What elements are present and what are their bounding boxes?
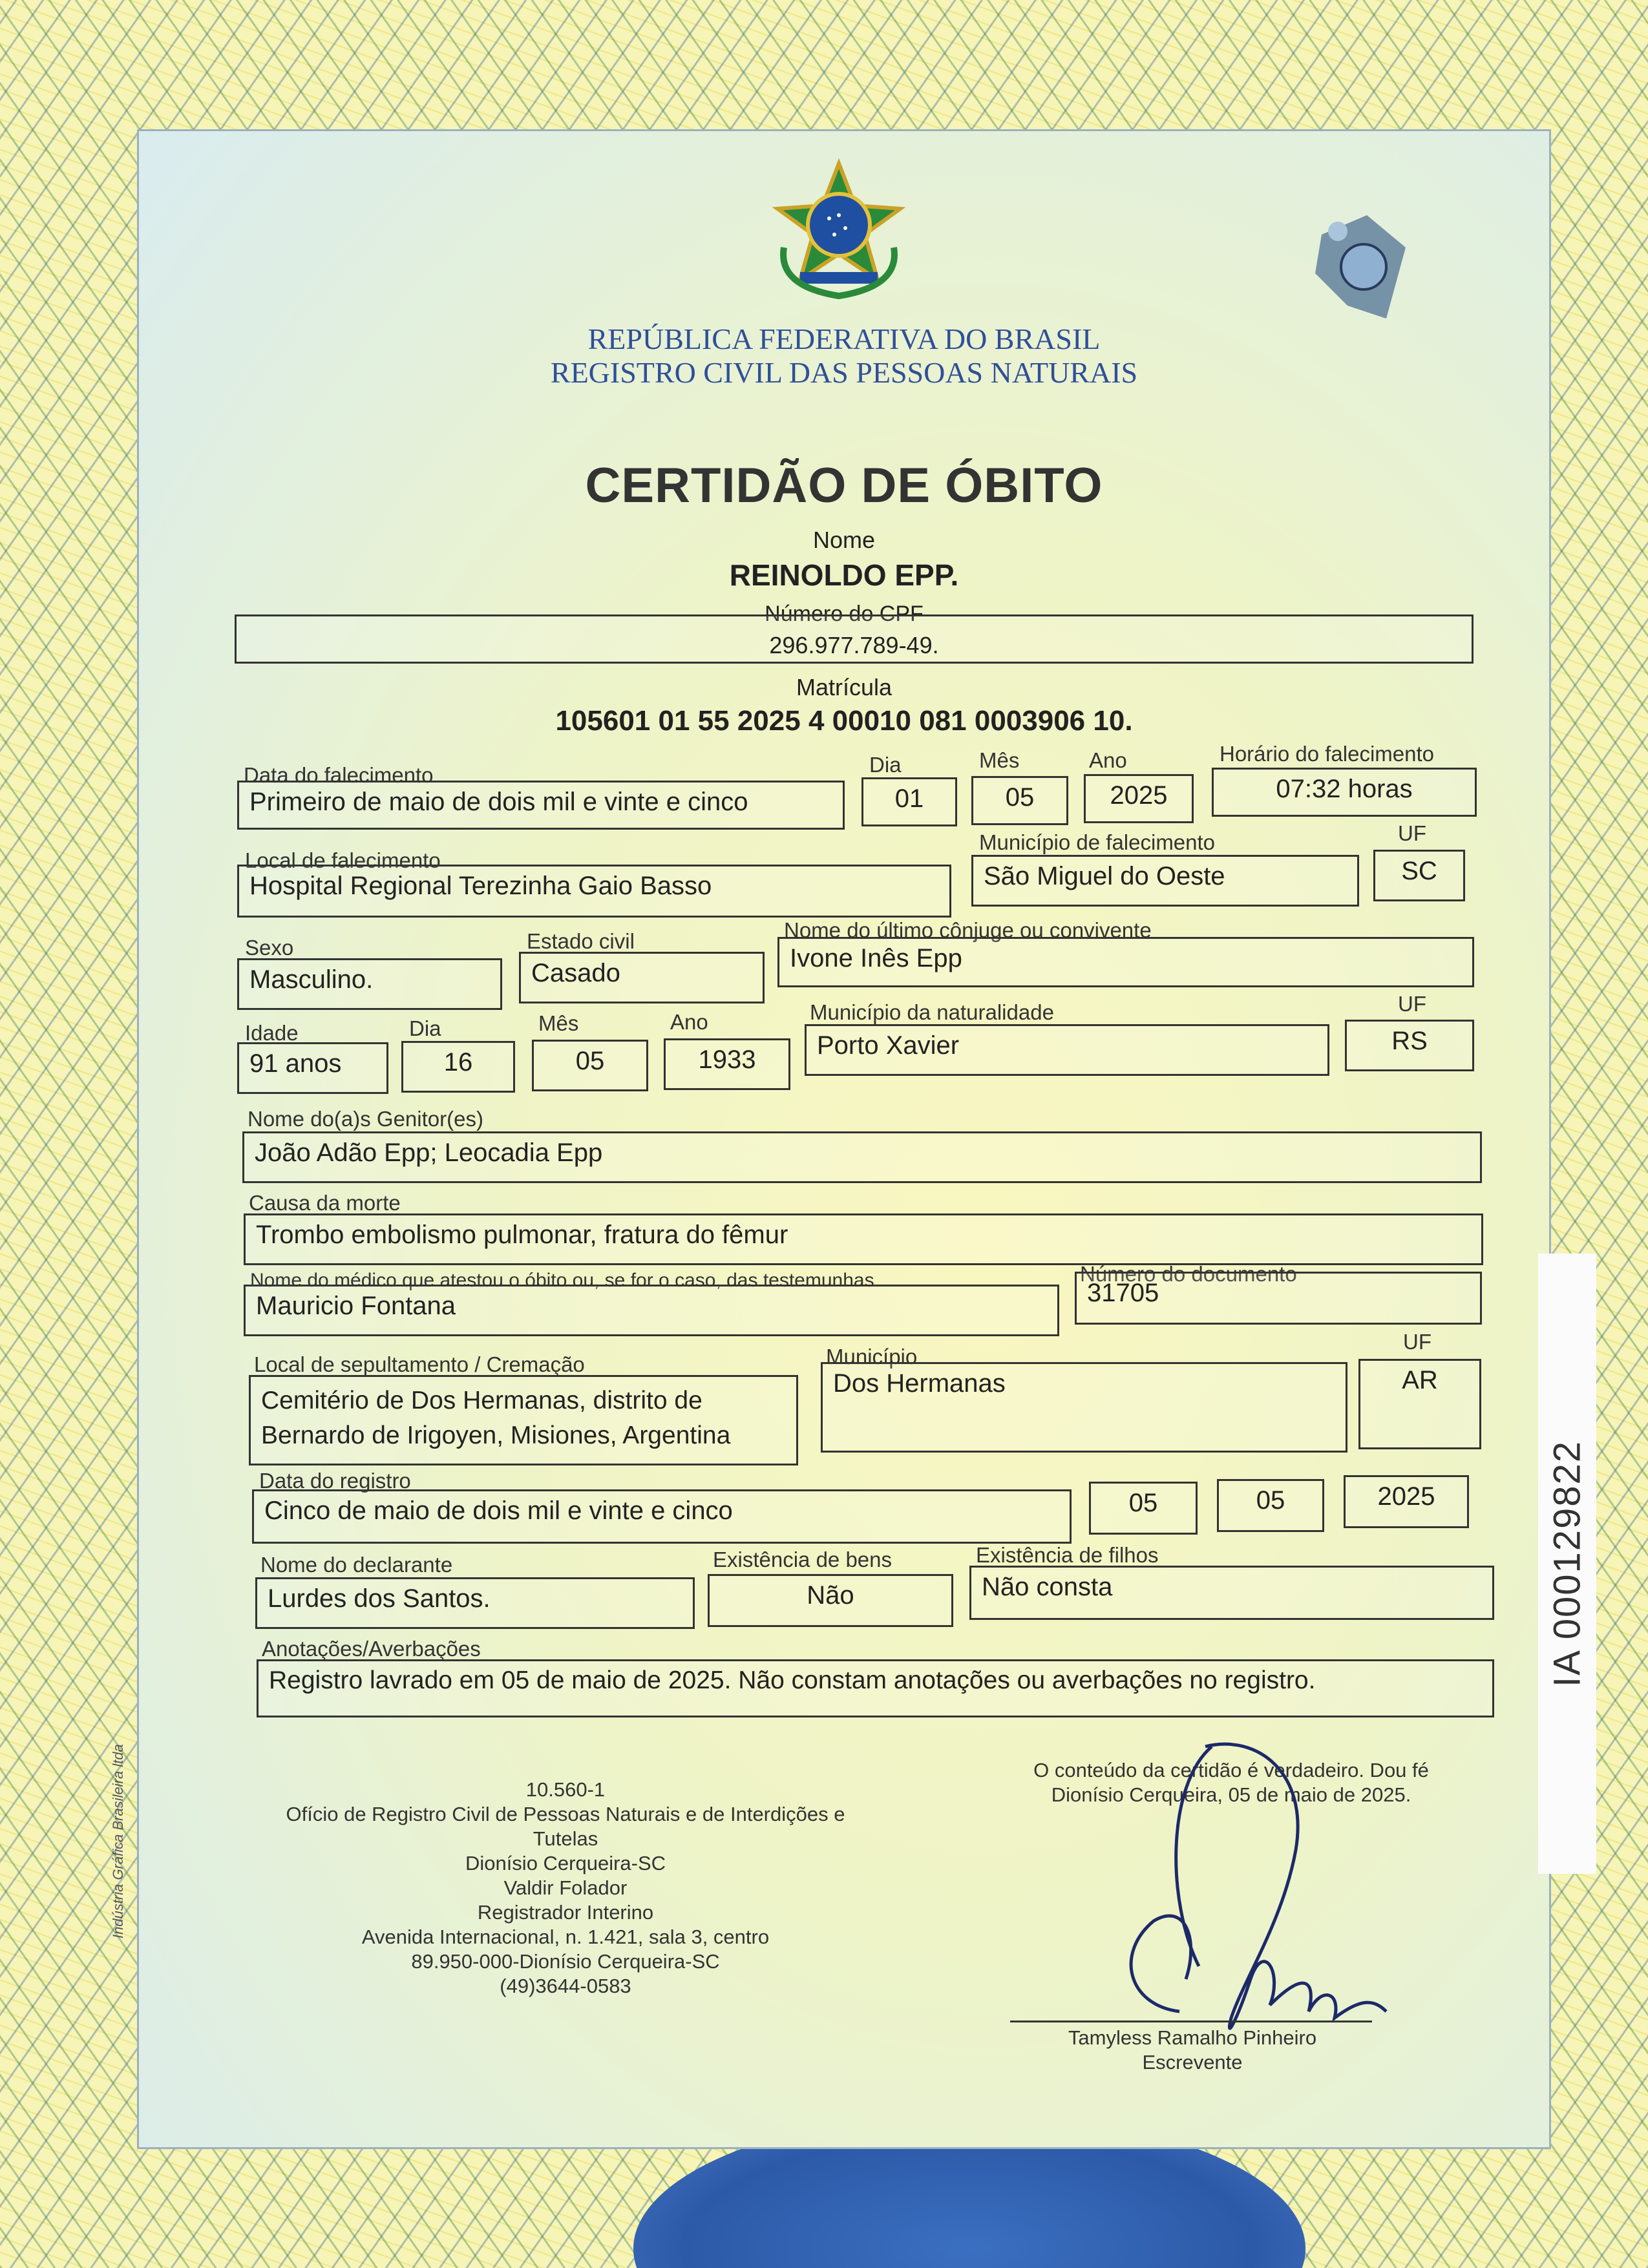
birthplace-label: Município da naturalidade: [810, 1000, 1054, 1024]
registration-month: 05: [1217, 1479, 1324, 1532]
marital-status: Casado: [519, 952, 765, 1003]
age-label: Idade: [245, 1021, 299, 1045]
day-label: Dia: [869, 753, 902, 777]
registration-day: 05: [1089, 1482, 1198, 1535]
cpf-value: 296.977.789-49.: [769, 632, 939, 658]
annotations-label: Anotações/Averbações: [262, 1637, 481, 1661]
death-place-label: Local de falecimento: [245, 848, 441, 872]
burial-municipality: Dos Hermanas: [821, 1362, 1347, 1453]
office-city: Dionísio Cerqueira-SC: [465, 1852, 666, 1874]
birth-day-label: Dia: [409, 1016, 441, 1040]
death-municipality: São Miguel do Oeste: [971, 855, 1359, 907]
age-value: 91 anos: [237, 1042, 388, 1094]
physician-label: Nome do médico que atestou o óbito ou, se for o caso, das testemunhas: [250, 1270, 874, 1291]
burial-uf: AR: [1358, 1359, 1481, 1449]
document-number-label: Número do documento: [1080, 1262, 1297, 1286]
birth-month: 05: [532, 1040, 648, 1091]
spouse-label: Nome do último cônjuge ou convivente: [784, 918, 1152, 942]
cause-of-death: Trombo embolismo pulmonar, fratura do fêmur: [244, 1213, 1483, 1265]
uf-label-3: UF: [1403, 1330, 1431, 1354]
registration-year: 2025: [1344, 1475, 1469, 1528]
death-place: Hospital Regional Terezinha Gaio Basso: [237, 865, 951, 918]
registrar-role: Registrador Interino: [477, 1901, 654, 1924]
birth-uf: RS: [1345, 1020, 1474, 1071]
serial-number: IA 000129822: [1546, 1440, 1589, 1688]
annotations-value: Registro lavrado em 05 de maio de 2025. Não constam anotações ou averbações no registro.: [257, 1659, 1494, 1717]
burial-place: [249, 1375, 798, 1465]
death-date-label: Data do falecimento: [244, 763, 434, 787]
burial-place-line1: Cemitério de Dos Hermanas, distrito de: [261, 1387, 703, 1414]
signer-name: Tamyless Ramalho Pinheiro: [1068, 2026, 1317, 2049]
cpf-label: Número do CPF: [765, 602, 924, 626]
children-label: Existência de filhos: [976, 1543, 1159, 1567]
death-date-text: Primeiro de maio de dois mil e vinte e cinco: [237, 781, 845, 830]
death-time: 07:32 horas: [1212, 768, 1477, 817]
birth-year: 1933: [664, 1038, 790, 1090]
death-day: 01: [861, 777, 957, 826]
document-number: 31705: [1075, 1272, 1482, 1325]
death-month: 05: [971, 776, 1068, 825]
registration-date-label: Data do registro: [259, 1469, 411, 1493]
coat-of-arms-emblem: [765, 157, 913, 306]
signer-block: [1011, 2026, 1373, 2075]
sex-value: Masculino.: [237, 958, 502, 1010]
matricula-label: Matrícula: [796, 674, 893, 700]
office-block: [242, 1778, 889, 1999]
death-year: 2025: [1084, 774, 1194, 823]
physician-name: Mauricio Fontana: [244, 1285, 1059, 1336]
declarant-label: Nome do declarante: [260, 1553, 453, 1577]
office-phone: (49)3644-0583: [500, 1975, 631, 1997]
burial-municipality-label: Município: [826, 1345, 918, 1369]
republic-title: REPÚBLICA FEDERATIVA DO BRASIL: [587, 322, 1101, 355]
office-name-line2: Tutelas: [533, 1827, 598, 1850]
burial-place-label: Local de sepultamento / Cremação: [254, 1352, 585, 1376]
birth-year-label: Ano: [670, 1010, 708, 1034]
death-uf: SC: [1373, 850, 1465, 901]
attestation-line2: Dionísio Cerqueira, 05 de maio de 2025.: [1051, 1783, 1411, 1806]
declarant-name: Lurdes dos Santos.: [255, 1577, 695, 1629]
uf-label-2: UF: [1398, 992, 1426, 1016]
certificate-panel: [137, 129, 1551, 2149]
office-code: 10.560-1: [525, 1778, 606, 1801]
cause-label: Causa da morte: [249, 1191, 401, 1215]
serial-number-strip: [1538, 1254, 1596, 1874]
assets-value: Não: [708, 1574, 953, 1627]
assets-label: Existência de bens: [713, 1548, 893, 1571]
month-label: Mês: [979, 748, 1020, 772]
hologram-emblem: [1309, 209, 1412, 325]
children-value: Não consta: [969, 1566, 1494, 1620]
cpf-box: [235, 614, 1474, 664]
birth-month-label: Mês: [538, 1011, 579, 1035]
signer-role: Escrevente: [1142, 2051, 1243, 2074]
birth-day: 16: [401, 1041, 515, 1093]
registration-date-text: Cinco de maio de dois mil e vinte e cinco: [252, 1489, 1072, 1544]
sex-label: Sexo: [245, 936, 294, 960]
signature-line: [1010, 2021, 1372, 2022]
parents-names: João Adão Epp; Leocadia Epp: [242, 1131, 1482, 1183]
deceased-name: REINOLDO EPP.: [729, 558, 959, 592]
year-label: Ano: [1089, 748, 1127, 772]
office-name-line1: Ofício de Registro Civil de Pessoas Naturais e de Interdições e: [286, 1803, 845, 1825]
office-zip: 89.950-000-Dionísio Cerqueira-SC: [411, 1950, 720, 1973]
uf-label-1: UF: [1398, 821, 1426, 845]
certificate-title: CERTIDÃO DE ÓBITO: [585, 458, 1103, 513]
office-address: Avenida Internacional, n. 1.421, sala 3, centro: [361, 1926, 770, 1948]
printer-credit: Indústria Gráfica Brasileira ltda: [110, 1744, 126, 1938]
death-municipality-label: Município de falecimento: [979, 830, 1216, 854]
death-time-label: Horário do falecimento: [1220, 742, 1434, 766]
registrar-name: Valdir Folador: [503, 1876, 628, 1899]
birthplace: Porto Xavier: [805, 1024, 1329, 1076]
marital-status-label: Estado civil: [527, 929, 635, 953]
burial-place-line2: Bernardo de Irigoyen, Misiones, Argentina: [261, 1422, 731, 1449]
spouse-name: Ivone Inês Epp: [777, 937, 1474, 987]
registry-title: REGISTRO CIVIL DAS PESSOAS NATURAIS: [550, 356, 1138, 389]
matricula-value: 105601 01 55 2025 4 00010 081 0003906 10.: [555, 705, 1133, 737]
name-label: Nome: [812, 527, 876, 553]
attestation-line1: O conteúdo da certidão é verdadeiro. Dou fé: [1033, 1759, 1429, 1781]
handwritten-signature: [1037, 1708, 1438, 2070]
parents-label: Nome do(a)s Genitor(es): [248, 1107, 483, 1131]
